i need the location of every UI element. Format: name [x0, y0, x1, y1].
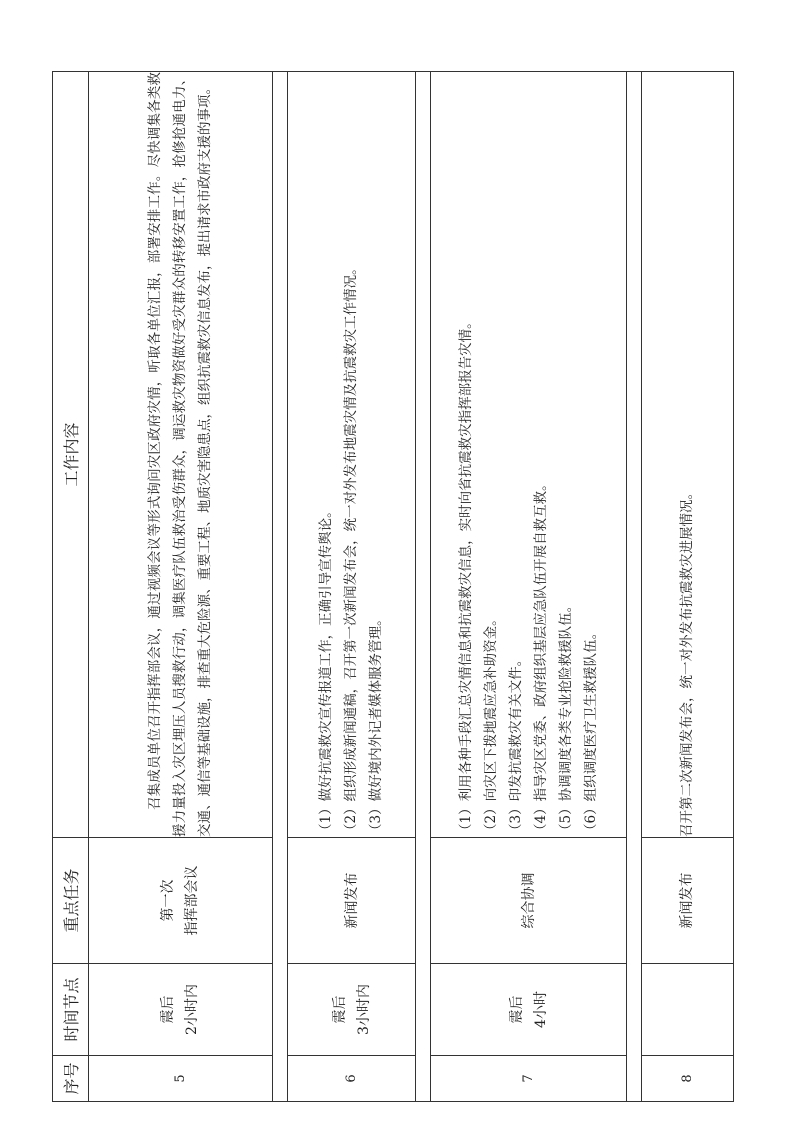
- row-spacer: [272, 72, 287, 1102]
- rotated-page: [52, 72, 734, 1102]
- table-row: [431, 72, 627, 1102]
- row-seq: 5: [88, 1056, 272, 1102]
- task-line: 新闻发布: [679, 872, 696, 929]
- time-line: 震后: [160, 995, 177, 1024]
- table-row: [287, 72, 416, 1102]
- schedule-table: [52, 71, 734, 1102]
- row-seq: 6: [287, 1056, 416, 1102]
- content-item: （3）印发抗震救灾有关文件。: [507, 652, 524, 837]
- row-spacer: [416, 72, 431, 1102]
- row-content: [431, 72, 627, 838]
- header-task: 重点任务: [53, 838, 89, 964]
- content-item: （5）协调调度各类专业抢险救援队伍。: [557, 598, 574, 837]
- task-line: 第一次: [160, 879, 177, 922]
- content-item: （1）做好抗震救灾宣传报道工作，正确引导宣传舆论。: [318, 504, 335, 837]
- content-item: （3）做好境内外记者媒体服务管理。: [368, 612, 385, 837]
- spacer-cell: [626, 72, 641, 1102]
- row-task: [287, 838, 416, 964]
- time-line: 4小时: [532, 991, 549, 1028]
- row-time: [88, 964, 272, 1056]
- content-item: 召开第二次新闻发布会，统一对外发布抗震救灾进展情况。: [678, 486, 695, 837]
- task-line: 指挥部会议: [184, 865, 201, 936]
- row-spacer: [626, 72, 641, 1102]
- time-line: 3小时内: [355, 984, 372, 1035]
- content-item: （6）组织调度医疗卫生救援队伍。: [582, 625, 599, 837]
- row-task: [431, 838, 627, 964]
- row-seq: 7: [431, 1056, 627, 1102]
- header-content: 工作内容: [53, 72, 89, 838]
- table-row: [641, 72, 733, 1102]
- header-seq: 序号: [53, 1056, 89, 1102]
- time-line: 震后: [508, 995, 525, 1024]
- content-paragraph: 召集成员单位召开指挥部会议，通过视频会议等形式询问灾区政府灾情，听取各单位汇报，部署安排工作。尽快调集各类救援力量投入灾区埋压人员搜救行动，调集医疗队伍救治受伤群众，调运救灾物资做好受灾群众的转移安置工作，抢修抢通电力、交通、通信等基础设施，排查重大危险源、重要工程、地质灾害隐患点，组织抗震救灾信息发布，提出请求市政府支援的事项。: [146, 72, 213, 837]
- time-line: 2小时内: [184, 984, 201, 1035]
- row-content: [287, 72, 416, 838]
- content-item: （4）指导灾区党委、政府组织基层应急队伍开展自救互救。: [532, 477, 549, 837]
- row-time: [641, 964, 733, 1056]
- table-row: [88, 72, 272, 1102]
- task-line: 新闻发布: [343, 872, 360, 929]
- time-line: 震后: [331, 995, 348, 1024]
- row-time: [287, 964, 416, 1056]
- row-seq: 8: [641, 1056, 733, 1102]
- spacer-cell: [272, 72, 287, 1102]
- spacer-cell: [416, 72, 431, 1102]
- row-content: [88, 72, 272, 838]
- content-item: （1）利用各种手段汇总灾情信息和抗震救灾信息，实时向省抗震救灾指挥部报告灾情。: [457, 315, 474, 837]
- row-content: [641, 72, 733, 838]
- task-line: 综合协调: [520, 872, 537, 929]
- content-item: （2）组织形成新闻通稿，召开第一次新闻发布会，统一对外发布地震灾情及抗震救灾工作情况。: [343, 261, 360, 837]
- row-task: [641, 838, 733, 964]
- row-task: [88, 838, 272, 964]
- table-header-row: [53, 72, 89, 1102]
- row-time: [431, 964, 627, 1056]
- header-time: 时间节点: [53, 964, 89, 1056]
- content-item: （2）向灾区下拨地震应急补助资金。: [482, 612, 499, 837]
